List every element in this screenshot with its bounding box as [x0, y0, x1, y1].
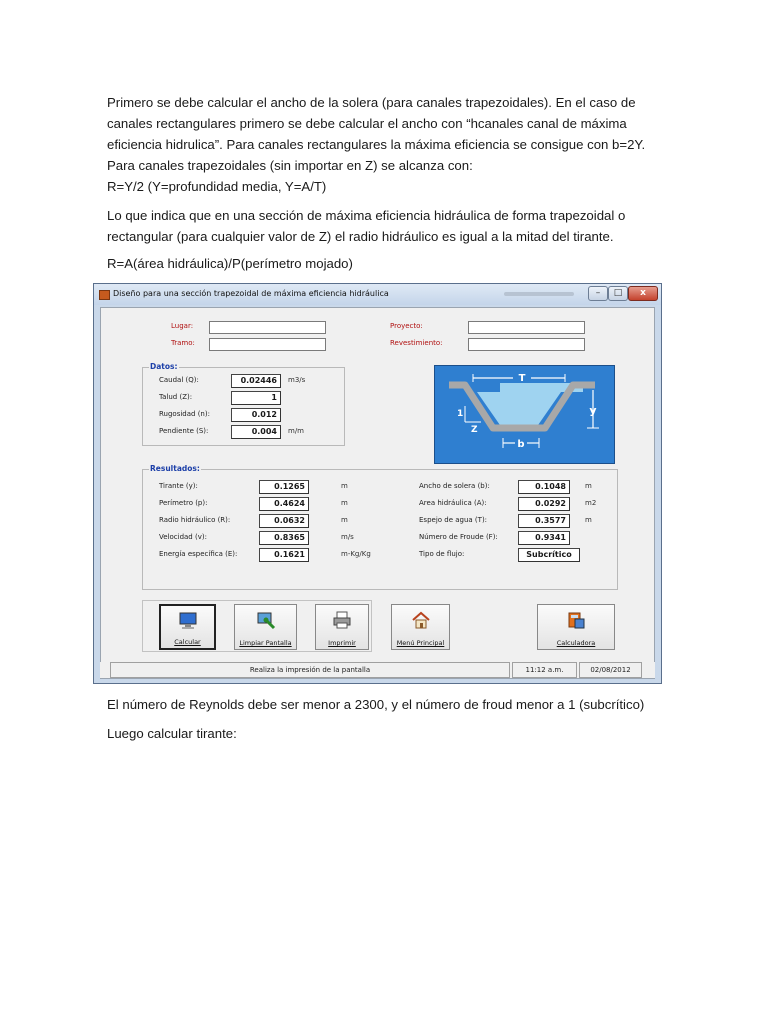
- revestimiento-label: Revestimiento:: [390, 339, 443, 347]
- menu-caption: Menú Principal: [396, 639, 445, 647]
- area-label: Area hidráulica (A):: [419, 499, 487, 507]
- tirante-output: 0.1265: [259, 480, 309, 494]
- paragraph-reynolds: El número de Reynolds debe ser menor a 2300, y el número de froud menor a 1 (subcrítico): [107, 697, 645, 712]
- paragraph-intro: Primero se debe calcular el ancho de la solera (para canales trapezoidales). En el caso de canales rectangulares primero se debe calcular el ancho con “hcanales canal de máxima eficiencia hidrulica”. Para canales rectangulares la máxima eficiencia se consigue con b=2Y. Para canales trapezoidales (sin importar en Z) se alcanza con:: [107, 95, 646, 173]
- app-icon: [99, 290, 110, 300]
- ancho-label: Ancho de solera (b):: [419, 482, 490, 490]
- perimetro-unit: m: [341, 499, 348, 507]
- radio-unit: m: [341, 516, 348, 524]
- pendiente-unit: m/m: [288, 427, 304, 435]
- computer-icon: [178, 611, 198, 631]
- z-label: Z: [471, 425, 478, 435]
- t-label: T: [518, 373, 526, 384]
- area-unit: m2: [585, 499, 597, 507]
- imprimir-button[interactable]: [315, 604, 369, 650]
- title-bar[interactable]: [94, 284, 661, 305]
- resultados-title: Resultados:: [150, 464, 200, 473]
- espejo-output: 0.3577: [518, 514, 570, 528]
- trapezoid-diagram: [434, 365, 615, 464]
- talud-input[interactable]: 1: [231, 391, 281, 405]
- proyecto-field[interactable]: [468, 321, 585, 334]
- b-label: b: [517, 439, 525, 450]
- revestimiento-field[interactable]: [468, 338, 585, 351]
- limpiar-caption: Limpiar Pantalla: [239, 639, 292, 647]
- energia-label: Energía específica (E):: [159, 550, 238, 558]
- y-label: y: [589, 404, 597, 417]
- paragraph-formula-r-half: R=Y/2 (Y=profundidad media, Y=A/T): [107, 179, 327, 194]
- perimetro-output: 0.4624: [259, 497, 309, 511]
- design-window: [93, 283, 662, 684]
- resultados-group: [142, 464, 618, 590]
- calculator-icon: [566, 610, 586, 630]
- energia-unit: m-Kg/Kg: [341, 550, 371, 558]
- status-date: 02/08/2012: [579, 662, 642, 678]
- perimetro-label: Perímetro (p):: [159, 499, 208, 507]
- ancho-output: 0.1048: [518, 480, 570, 494]
- tirante-unit: m: [341, 482, 348, 490]
- caudal-input[interactable]: 0.02446: [231, 374, 281, 388]
- espejo-label: Espejo de agua (T):: [419, 516, 488, 524]
- paragraph-explanation: Lo que indica que en una sección de máxima eficiencia hidráulica de forma trapezoidal o rectangular (para cualquier valor de Z) el radio hidráulico es igual a la mitad del tirante.: [107, 208, 626, 244]
- ancho-unit: m: [585, 482, 592, 490]
- velocidad-unit: m/s: [341, 533, 354, 541]
- espejo-unit: m: [585, 516, 592, 524]
- rugosidad-label: Rugosidad (n):: [159, 410, 210, 418]
- status-message: Realiza la impresión de la pantalla: [110, 662, 510, 678]
- caudal-label: Caudal (Q):: [159, 376, 199, 384]
- window-title: Diseño para una sección trapezoidal de máxima eficiencia hidráulica: [113, 289, 389, 298]
- limpiar-pantalla-button[interactable]: [234, 604, 297, 650]
- clear-screen-icon: [256, 610, 276, 630]
- menu-principal-button[interactable]: [391, 604, 450, 650]
- rugosidad-input[interactable]: 0.012: [231, 408, 281, 422]
- talud-label: Talud (Z):: [159, 393, 193, 401]
- velocidad-output: 0.8365: [259, 531, 309, 545]
- datos-title: Datos:: [150, 362, 178, 371]
- flujo-output: Subcrítico: [518, 548, 580, 562]
- imprimir-caption: Imprimir: [328, 639, 356, 647]
- flujo-label: Tipo de flujo:: [419, 550, 465, 558]
- datos-group: [142, 362, 345, 446]
- froude-output: 0.9341: [518, 531, 570, 545]
- status-time: 11:12 a.m.: [512, 662, 577, 678]
- area-output: 0.0292: [518, 497, 570, 511]
- energia-output: 0.1621: [259, 548, 309, 562]
- maximize-button[interactable]: □: [608, 286, 628, 301]
- pendiente-input[interactable]: 0.004: [231, 425, 281, 439]
- radio-label: Radio hidráulico (R):: [159, 516, 231, 524]
- trapezoid-drawing: [435, 366, 614, 463]
- status-bar: [100, 662, 655, 678]
- calculadora-button[interactable]: [537, 604, 615, 650]
- home-icon: [411, 610, 431, 630]
- paragraph-calcular-tirante: Luego calcular tirante:: [107, 726, 237, 741]
- radio-output: 0.0632: [259, 514, 309, 528]
- title-bar-blurred-text: [504, 292, 574, 296]
- lugar-label: Lugar:: [171, 322, 194, 330]
- proyecto-label: Proyecto:: [390, 322, 423, 330]
- calculadora-caption: Calculadora: [556, 639, 596, 647]
- paragraph-formula-r-ap: R=A(área hidráulica)/P(perímetro mojado): [107, 256, 353, 271]
- tramo-field[interactable]: [209, 338, 326, 351]
- tirante-label: Tirante (y):: [159, 482, 198, 490]
- slope-one-label: 1: [457, 409, 464, 419]
- caudal-unit: m3/s: [288, 376, 306, 384]
- minimize-button[interactable]: –: [588, 286, 608, 301]
- calcular-caption: Calcular: [174, 638, 201, 646]
- lugar-field[interactable]: [209, 321, 326, 334]
- velocidad-label: Velocidad (v):: [159, 533, 207, 541]
- froude-label: Número de Froude (F):: [419, 533, 498, 541]
- calcular-button[interactable]: [159, 604, 216, 650]
- pendiente-label: Pendiente (S):: [159, 427, 209, 435]
- tramo-label: Tramo:: [171, 339, 195, 347]
- printer-icon: [332, 610, 352, 630]
- close-button[interactable]: x: [628, 286, 658, 301]
